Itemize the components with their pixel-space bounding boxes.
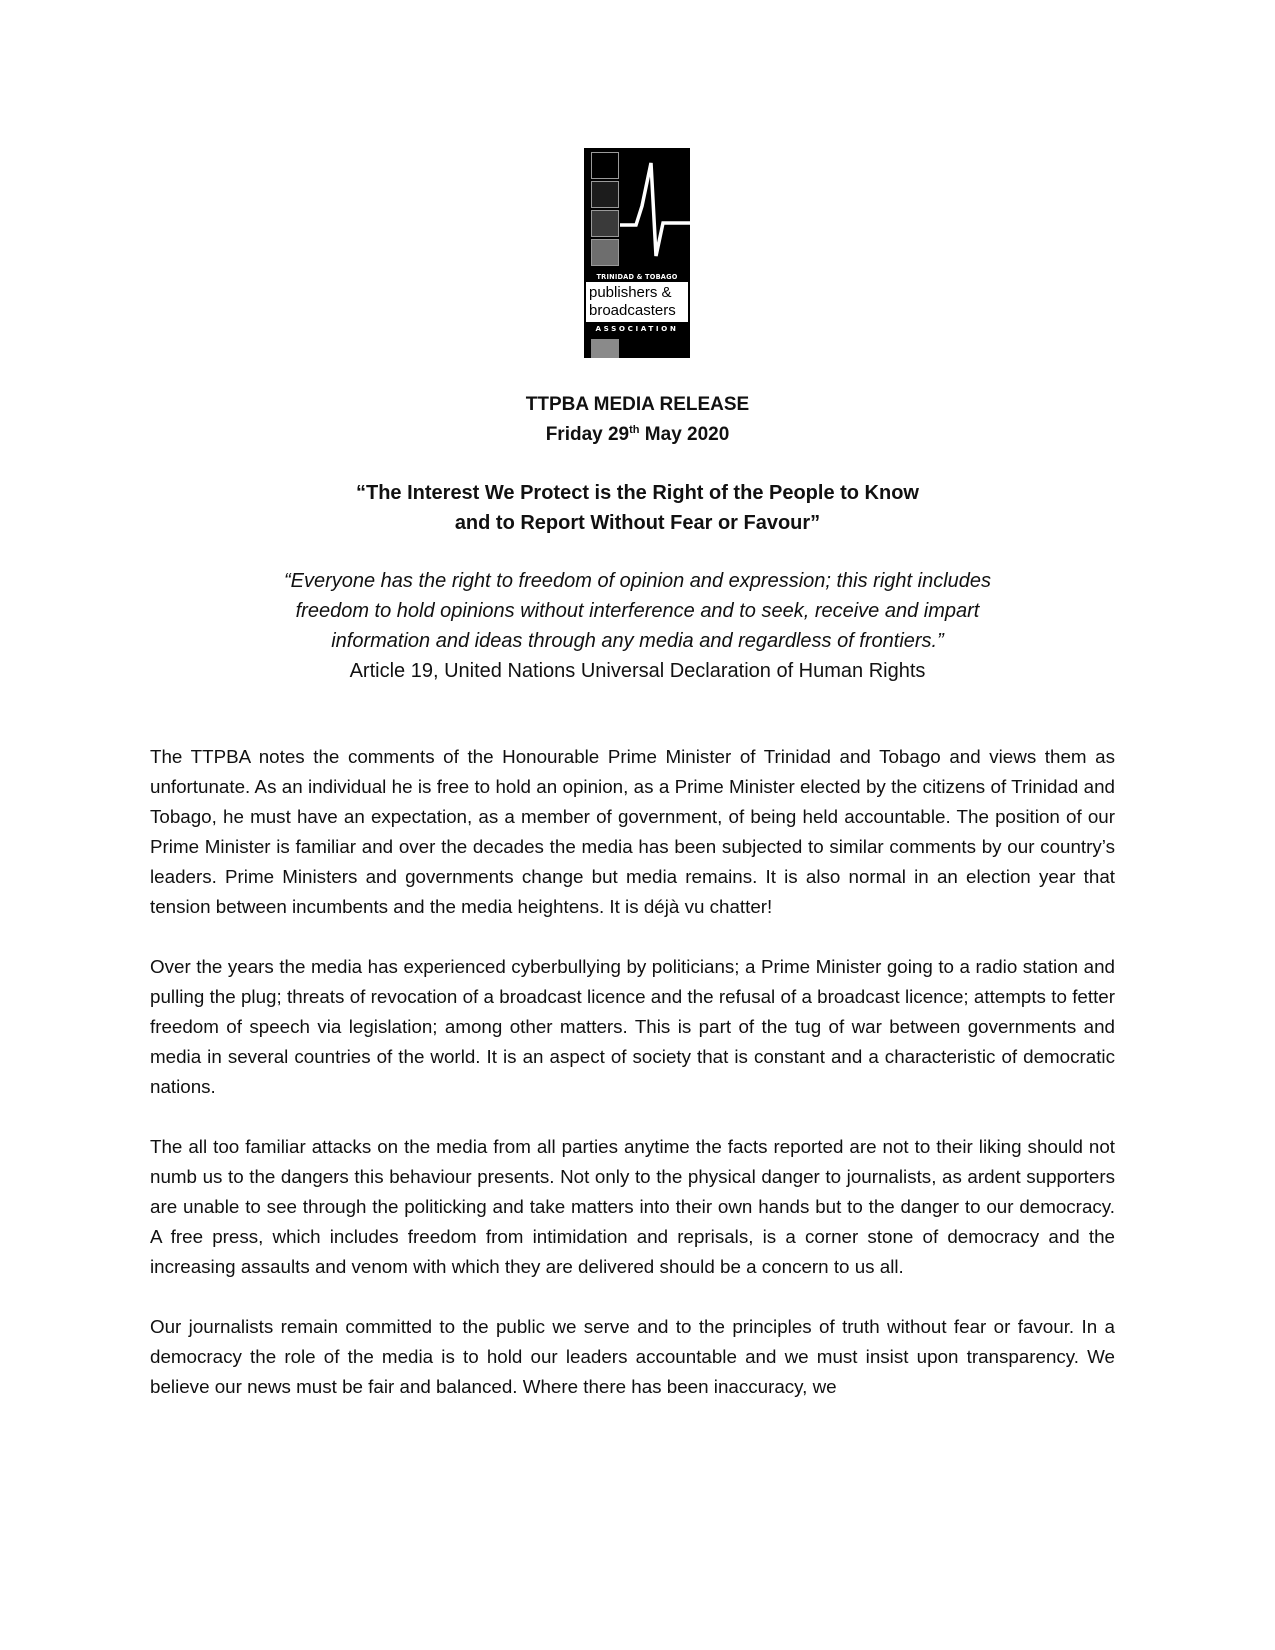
logo-country-text: TRINIDAD & TOBAGO	[586, 272, 688, 282]
paragraph: The TTPBA notes the comments of the Honourable Prime Minister of Trinidad and Tobago and views them as unfortunate. As an individual he is free to hold an opinion, as a Prime Minister elected by the citizens of Trinidad and Tobago, he must have an expectation, as a member of government, of being held accountable. The position of our Prime Minister is familiar and over the decades the media has been subjected to similar comments by our country’s leaders. Prime Ministers and governments change but media remains. It is also normal in an election year that tension between incumbents and the media heightens. It is déjà vu chatter!	[150, 746, 1115, 917]
paragraph: Our journalists remain committed to the public we serve and to the principles of truth without fear or favour. In a democracy the role of the media is to hold our leaders accountable and we must insist upon transparency. We believe our news must be fair and balanced. Where there has been inaccuracy, we	[150, 1316, 1115, 1397]
logo-association-text: ASSOCIATION	[595, 324, 679, 333]
heartbeat-line-icon	[584, 148, 690, 272]
release-date-prefix: Friday 29	[545, 424, 630, 445]
release-date-suffix: May 2020	[639, 424, 730, 445]
headline	[150, 478, 1125, 538]
headline-line-2: and to Report Without Fear or Favour”	[454, 512, 821, 534]
logo-square-5	[591, 339, 619, 358]
quote-line-2: freedom to hold opinions without interference and to seek, receive and impart	[295, 600, 980, 622]
paragraph: Over the years the media has experienced cyberbullying by politicians; a Prime Minister going to a radio station and pulling the plug; threats of revocation of a broadcast licence and the refusal of a broadcast licence; attempts to fetter freedom of speech via legislation; among other matters. This is part of the tug of war between governments and media in several countries of the world. It is an aspect of society that is constant and a characteristic of democratic nations.	[150, 956, 1115, 1097]
body-text	[150, 742, 1115, 1432]
logo-line-publishers: publishers &	[589, 284, 672, 301]
quote-line-3: information and ideas through any media and regardless of frontiers.”	[331, 630, 944, 652]
release-header	[150, 390, 1125, 450]
epigraph-quote	[150, 566, 1125, 686]
ttpba-logo	[584, 148, 690, 358]
quote-attribution: Article 19, United Nations Universal Declaration of Human Rights	[349, 660, 926, 682]
release-date-ordinal: th	[629, 424, 640, 436]
logo-line-broadcasters: broadcasters	[589, 302, 676, 319]
paragraph: The all too familiar attacks on the media from all parties anytime the facts reported are not to their liking should not numb us to the dangers this behaviour presents. Not only to the physical danger to journalists, as ardent supporters are unable to see through the politicking and take matters into their own hands but to the danger to our democracy. A free press, which includes freedom from intimidation and reprisals, is a corner stone of democracy and the increasing assaults and venom with which they are delivered should be a concern to us all.	[150, 1136, 1115, 1277]
release-date	[150, 420, 1125, 450]
logo-name-box	[586, 282, 688, 322]
release-title: TTPBA MEDIA RELEASE	[525, 394, 750, 415]
quote-line-1: “Everyone has the right to freedom of opinion and expression; this right includes	[283, 570, 992, 592]
headline-line-1: “The Interest We Protect is the Right of the People to Know	[355, 482, 919, 504]
